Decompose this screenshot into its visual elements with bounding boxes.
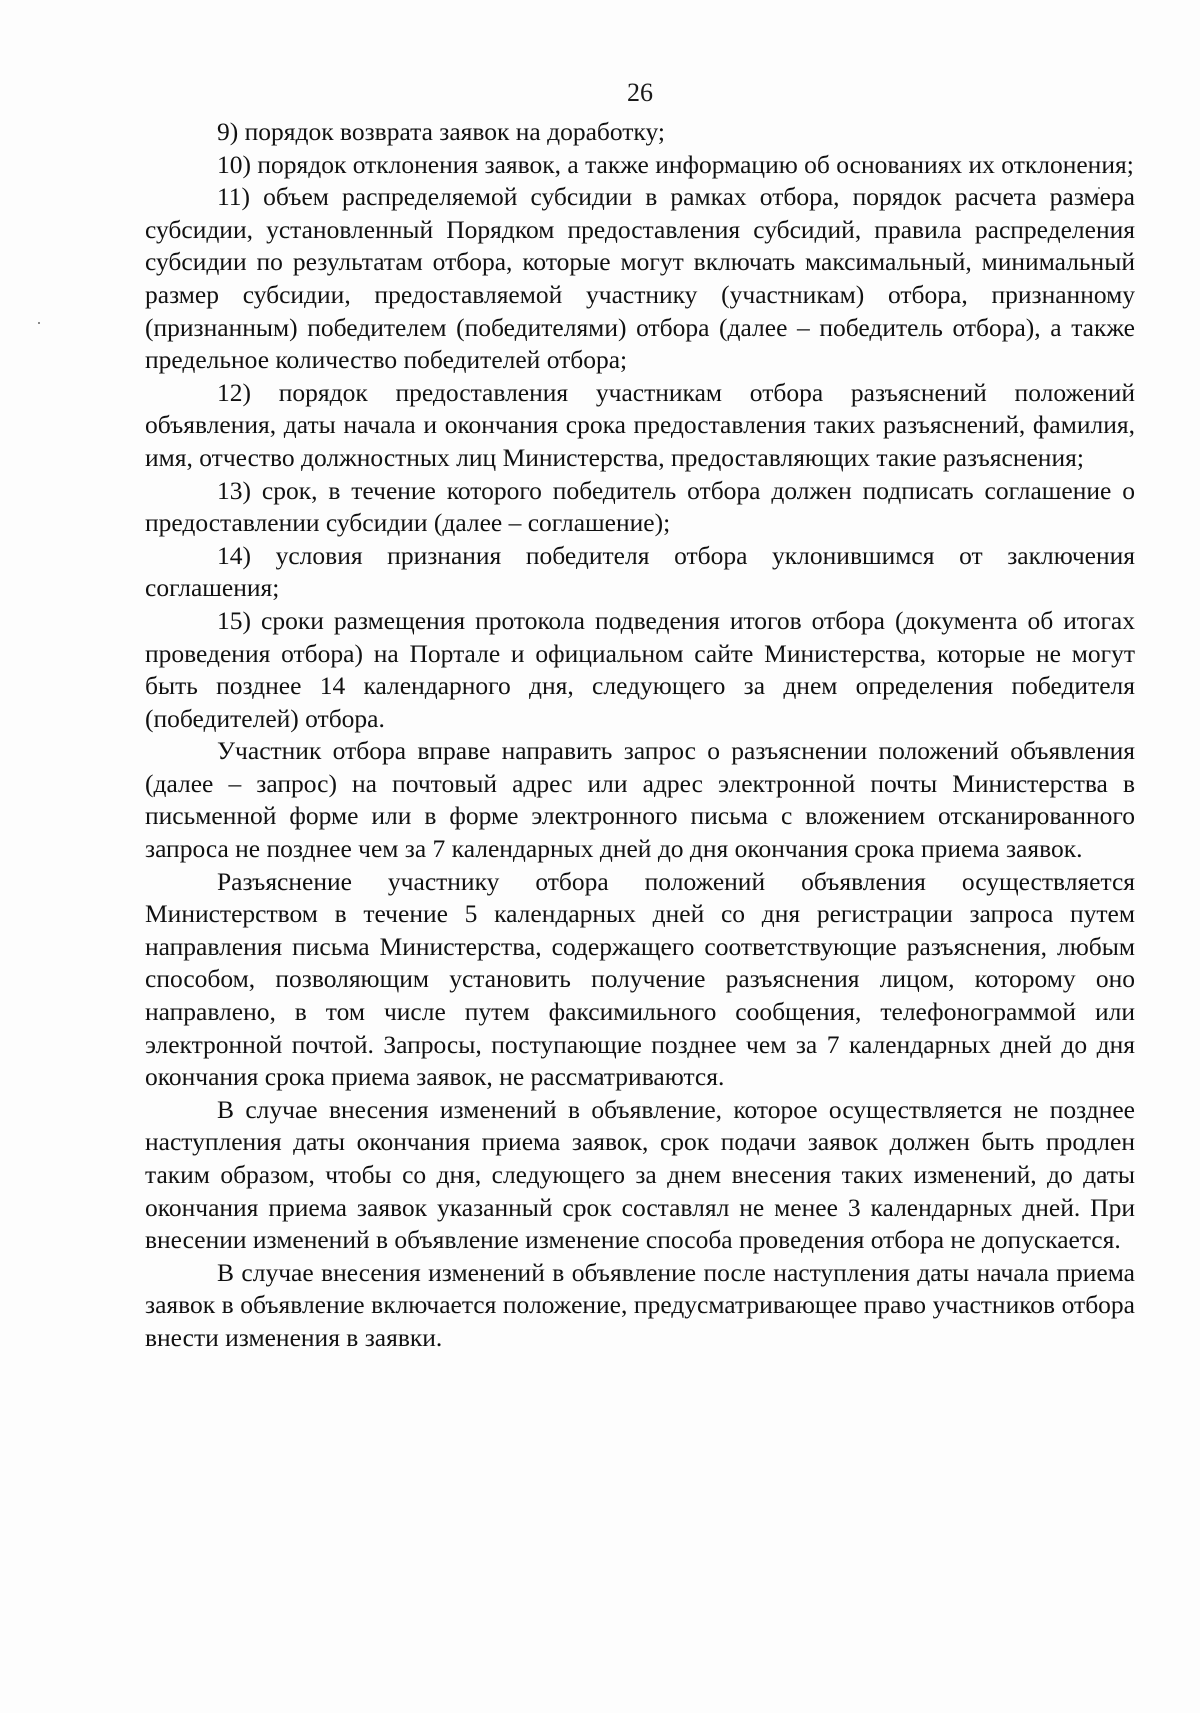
paragraph-changes: В случае внесения изменений в объявление, которое осуществляется не позднее наступления даты окончания приема заявок, срок подачи заявок должен быть продлен таким образом, чтобы со дня, следующего за днем внесения таких изменений, до даты окончания приема заявок указанный срок составлял не менее 3 календарных дней. При внесении изменений в объявление изменение способа проведения отбора не допускается.	[145, 1094, 1135, 1255]
list-item-14: 14) условия признания победителя отбора уклонившимся от заключения соглашения;	[145, 540, 1135, 603]
list-item-12: 12) порядок предоставления участникам отбора разъяснений положений объявления, даты начала и окончания срока предоставления таких разъяснений, фамилия, имя, отчество должностных лиц Министерства, предоставляющих такие разъяснения;	[145, 377, 1135, 472]
paragraph-changes-after-start: В случае внесения изменений в объявление после наступления даты начала приема заявок в объявление включается положение, предусматривающее право участников отбора внести изменения в заявки.	[145, 1257, 1135, 1352]
scan-speck	[38, 322, 40, 324]
paragraph-request: Участник отбора вправе направить запрос о разъяснении положений объявления (далее – запрос) на почтовый адрес или адрес электронной почты Министерства в письменной форме или в форме электронного письма с вложением отсканированного запроса не позднее чем за 7 календарных дней до дня окончания срока приема заявок.	[145, 736, 1135, 864]
list-item-10: 10) порядок отклонения заявок, а также информацию об основаниях их отклонения;	[217, 149, 1134, 179]
list-item-15: 15) сроки размещения протокола подведения итогов отбора (документа об итогах проведения отбора) на Портале и официальном сайте Министерства, которые не могут быть позднее 14 календарного дня, следующего за днем определения победителя (победителей) отбора.	[145, 605, 1135, 733]
document-body	[145, 116, 1135, 1355]
paragraph-explanation: Разъяснение участнику отбора положений объявления осуществляется Министерством в течение 5 календарных дней со дня регистрации запроса путем направления письма Министерства, содержащего соответствующие разъяснения, любым способом, позволяющим установить получение разъяснения лицом, которому оно направлено, в том числе путем факсимильного сообщения, телефонограммой или электронной почтой. Запросы, поступающие позднее чем за 7 календарных дней до дня окончания срока приема заявок, не рассматриваются.	[145, 866, 1135, 1092]
list-item-13: 13) срок, в течение которого победитель отбора должен подписать соглашение о предоставлении субсидии (далее – соглашение);	[145, 475, 1135, 538]
page-number: 26	[627, 78, 653, 107]
list-item-11: 11) объем распределяемой субсидии в рамках отбора, порядок расчета размера субсидии, установленный Порядком предоставления субсидий, правила распределения субсидии по результатам отбора, которые могут включать максимальный, минимальный размер субсидии, предоставляемой участнику (участникам) отбора, признанному (признанным) победителем (победителями) отбора (далее – победитель отбора), а также предельное количество победителей отбора;	[145, 182, 1135, 375]
list-item-9: 9) порядок возврата заявок на доработку;	[217, 117, 665, 146]
